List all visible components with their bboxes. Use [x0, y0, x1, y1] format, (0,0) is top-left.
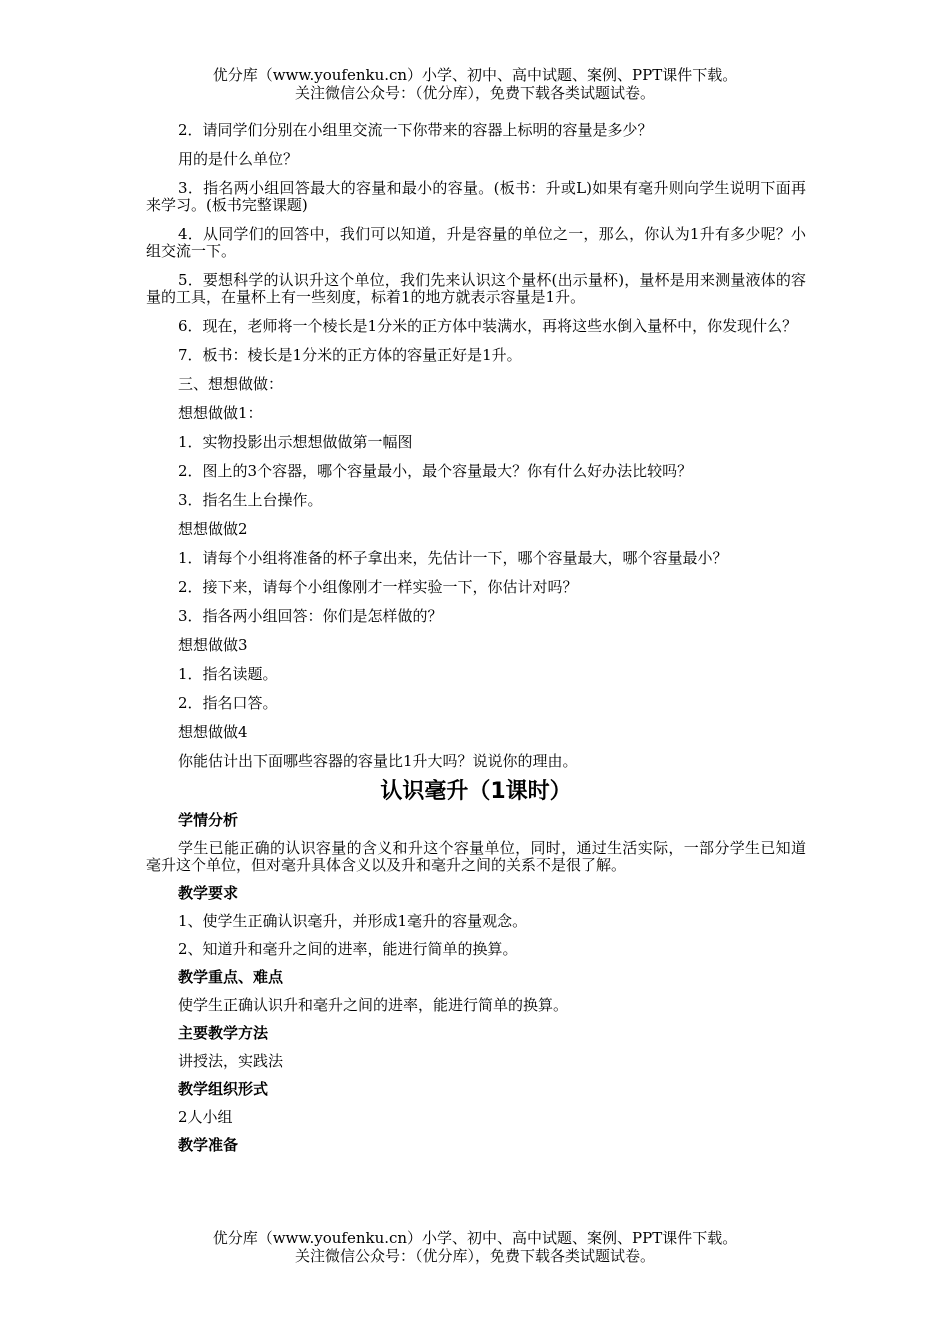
paragraph: 2、知道升和毫升之间的进率，能进行简单的换算。 [178, 940, 518, 958]
paragraph: 2．指名口答。 [178, 694, 278, 712]
page-header [0, 66, 950, 102]
document-body [146, 122, 806, 1154]
paragraph: 1．指名读题。 [178, 665, 278, 683]
exercise-label: 想想做做2 [178, 520, 248, 538]
heading-analysis: 学情分析 [178, 811, 239, 829]
paragraph: 3．指各两小组回答：你们是怎样做的？ [178, 607, 443, 625]
heading-preparation: 教学准备 [178, 1136, 239, 1154]
heading-key-points: 教学重点、难点 [178, 968, 284, 986]
footer-line-1: 优分库（www.youfenku.cn）小学、初中、高中试题、案例、PPT课件下载。 [212, 1229, 738, 1247]
paragraph: 1、使学生正确认识毫升，并形成1毫升的容量观念。 [178, 912, 528, 930]
heading-form: 教学组织形式 [178, 1080, 269, 1098]
paragraph: 1．请每个小组将准备的杯子拿出来，先估计一下，哪个容量最大，哪个容量最小？ [178, 549, 728, 567]
paragraph: 2．请同学们分别在小组里交流一下你带来的容器上标明的容量是多少？ [178, 121, 653, 139]
paragraph: 你能估计出下面哪些容器的容量比1升大吗？说说你的理由。 [178, 752, 578, 770]
paragraph: 3．指名生上台操作。 [178, 491, 323, 509]
paragraph: 2．图上的3个容器，哪个容量最小，最个容量最大？你有什么好办法比较吗？ [178, 462, 693, 480]
paragraph: 2人小组 [178, 1108, 233, 1126]
paragraph: 学生已能正确的认识容量的含义和升这个容量单位，同时，通过生活实际，一部分学生已知道毫升这个单位，但对毫升具体含义以及升和毫升之间的关系不是很了解。 [146, 839, 806, 874]
paragraph: 3．指名两小组回答最大的容量和最小的容量。(板书：升或L)如果有毫升则向学生说明下面再来学习。(板书完整课题) [146, 179, 806, 214]
exercise-label: 想想做做3 [178, 636, 248, 654]
exercise-label: 想想做做1： [178, 404, 263, 422]
paragraph: 5．要想科学的认识升这个单位，我们先来认识这个量杯(出示量杯)，量杯是用来测量液体的容量的工具，在量杯上有一些刻度，标着1的地方就表示容量是1升。 [146, 271, 806, 306]
heading-method: 主要教学方法 [178, 1024, 269, 1042]
footer-line-2: 关注微信公众号：（优分库），免费下载各类试题试卷。 [294, 1247, 655, 1265]
header-line-1: 优分库（www.youfenku.cn）小学、初中、高中试题、案例、PPT课件下载。 [212, 66, 738, 84]
header-line-2: 关注微信公众号：（优分库），免费下载各类试题试卷。 [294, 84, 655, 102]
section-label: 三、想想做做： [178, 375, 284, 393]
exercise-label: 想想做做4 [178, 723, 248, 741]
paragraph: 讲授法，实践法 [178, 1052, 284, 1070]
section-title: 认识毫升（1课时） [380, 779, 572, 804]
paragraph: 1．实物投影出示想想做做第一幅图 [178, 433, 413, 451]
paragraph: 2．接下来，请每个小组像刚才一样实验一下，你估计对吗？ [178, 578, 578, 596]
heading-requirements: 教学要求 [178, 884, 239, 902]
paragraph: 用的是什么单位？ [178, 150, 299, 168]
paragraph: 4．从同学们的回答中，我们可以知道，升是容量的单位之一，那么，你认为1升有多少呢？小组交流一下。 [146, 225, 806, 260]
paragraph: 6．现在，老师将一个棱长是1分米的正方体中装满水，再将这些水倒入量杯中，你发现什么？ [178, 317, 798, 335]
paragraph: 使学生正确认识升和毫升之间的进率，能进行简单的换算。 [178, 996, 569, 1014]
page-footer [0, 1229, 950, 1265]
paragraph: 7．板书：棱长是1分米的正方体的容量正好是1升。 [178, 346, 522, 364]
